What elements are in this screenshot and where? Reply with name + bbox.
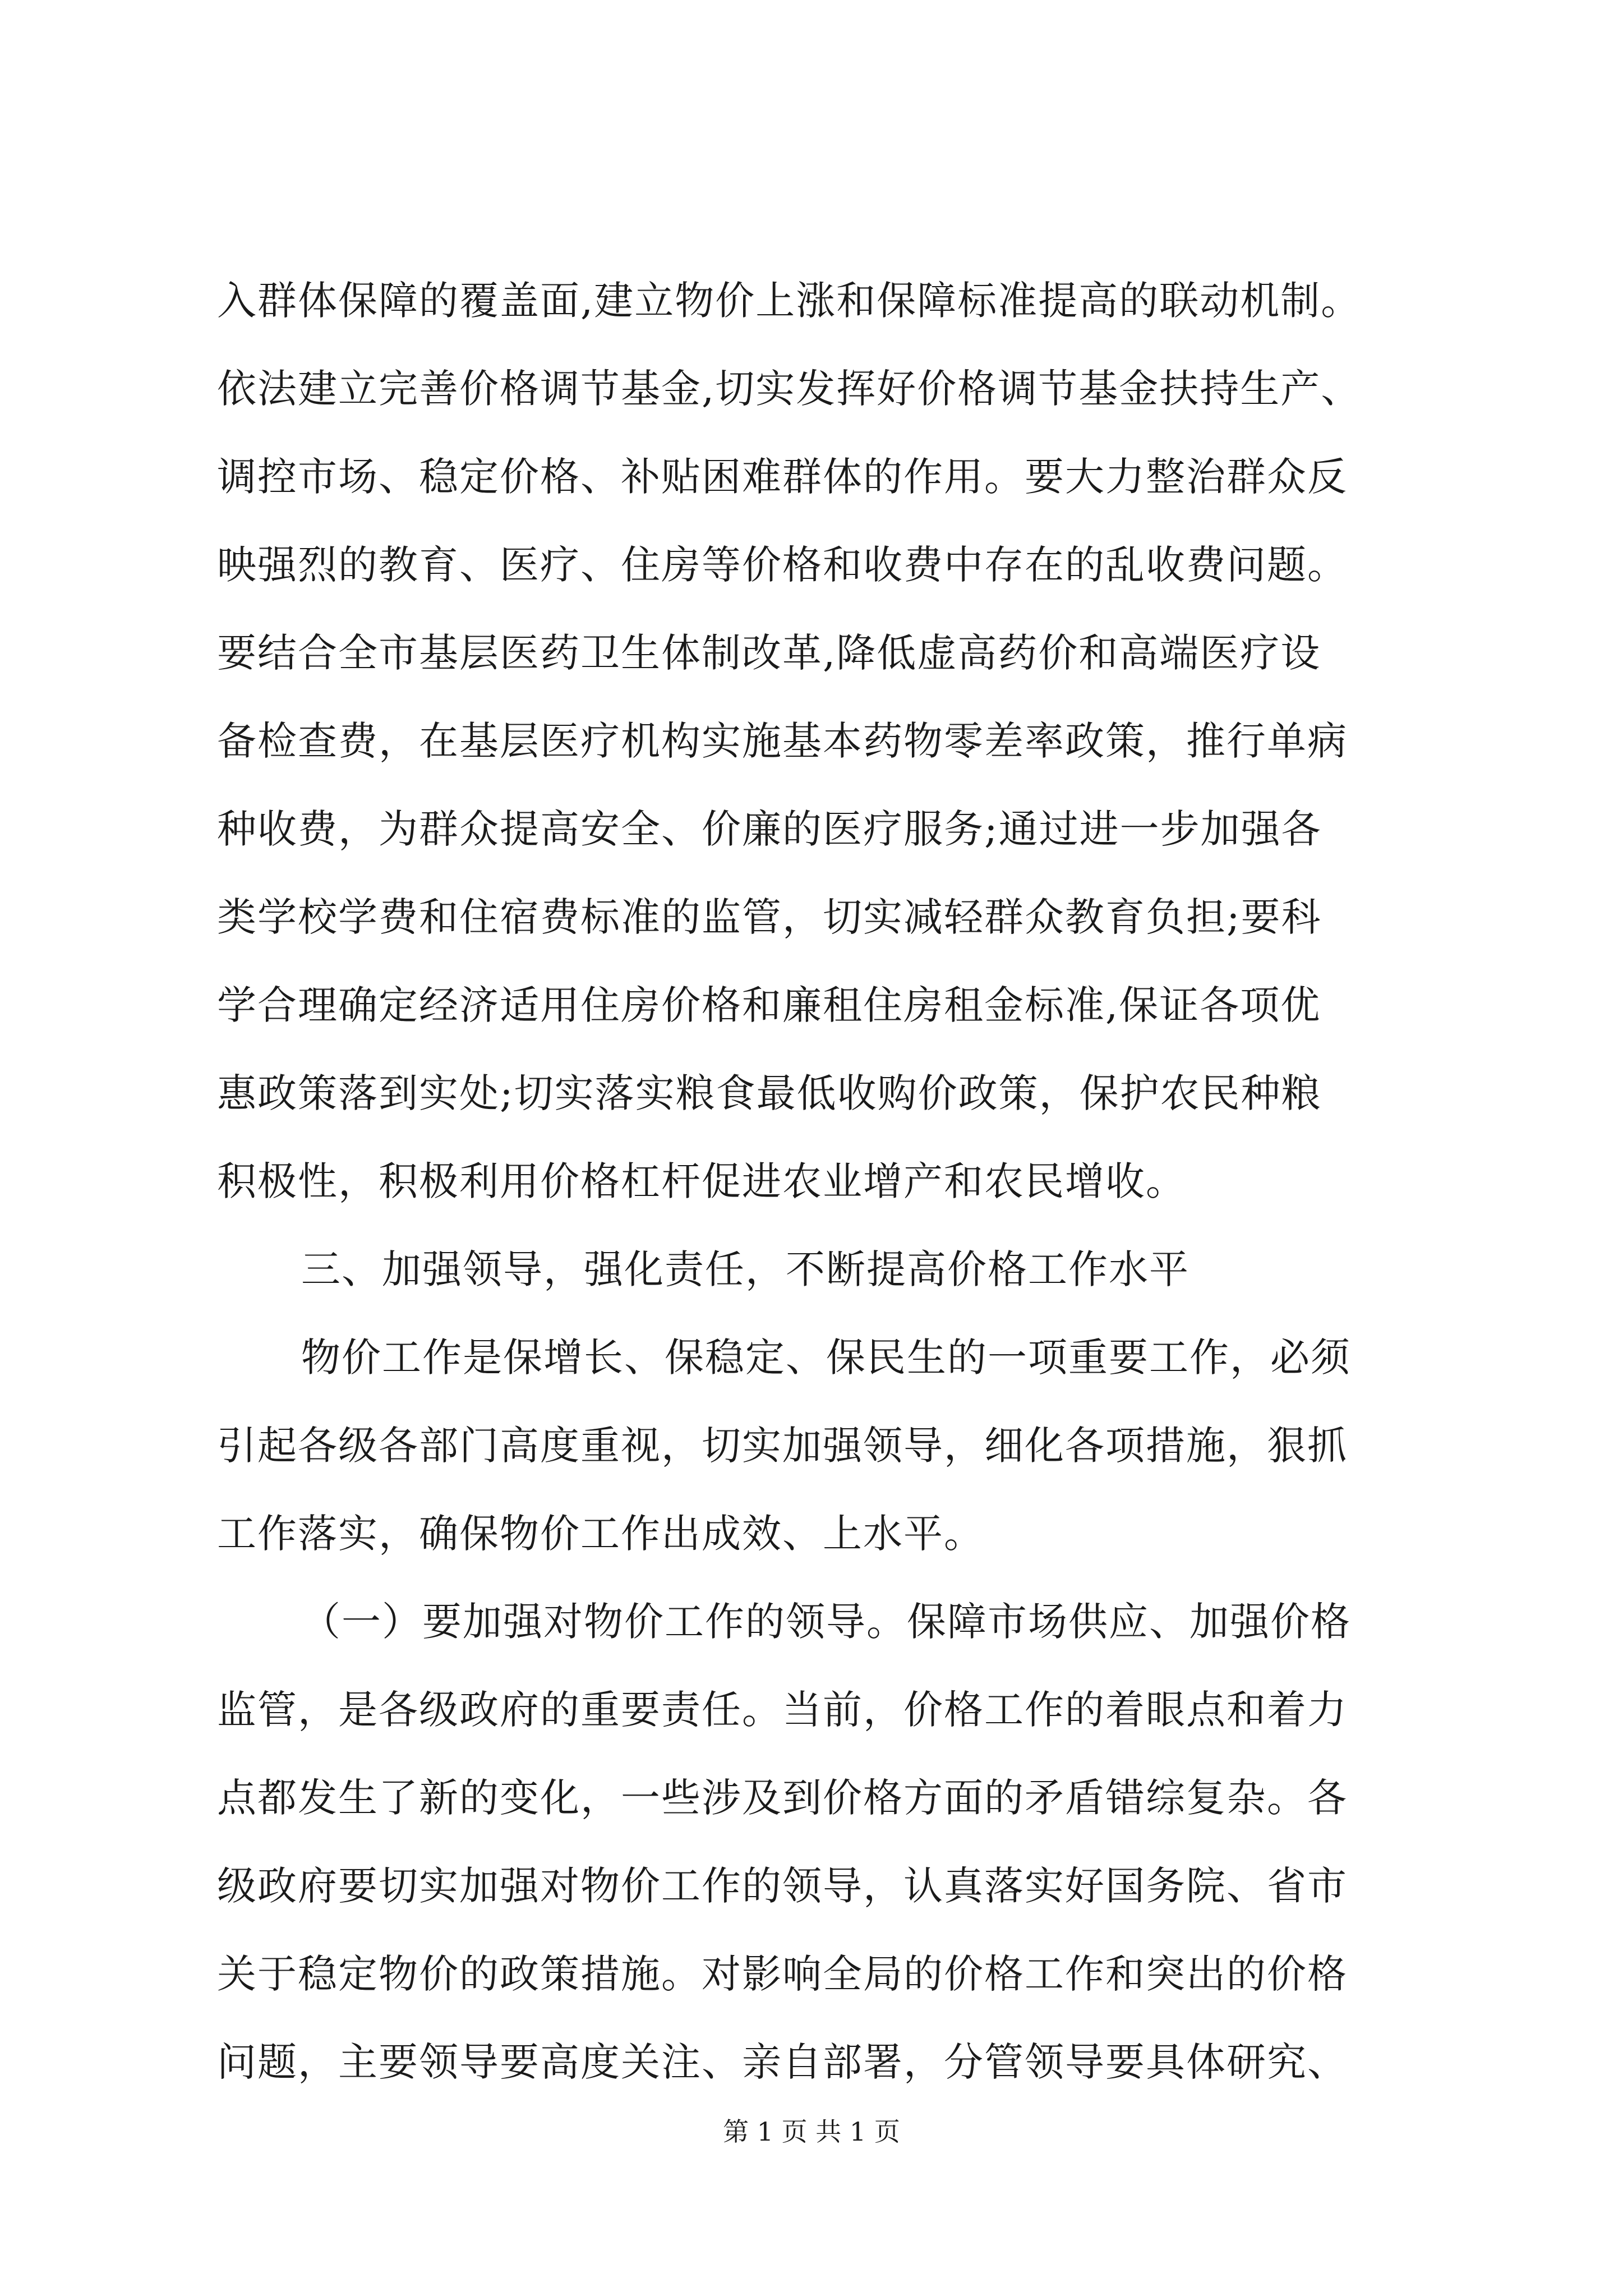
text-line: 入群体保障的覆盖面,建立物价上涨和保障标准提高的联动机制。 [217,278,1362,324]
text-line: 引起各级各部门高度重视，切实加强领导，细化各项措施，狠抓 [217,1423,1348,1469]
text-line: 点都发生了新的变化，一些涉及到价格方面的矛盾错综复杂。各 [217,1775,1348,1821]
text-line: 依法建立完善价格调节基金,切实发挥好价格调节基金扶持生产、 [217,366,1362,412]
text-line: 积极性，积极利用价格杠杆促进农业增产和农民增收。 [217,1158,1186,1204]
text-line: 种收费，为群众提高安全、价廉的医疗服务;通过进一步加强各 [217,806,1322,852]
text-line: 级政府要切实加强对物价工作的领导，认真落实好国务院、省市 [217,1863,1348,1909]
text-line: 问题，主要领导要高度关注、亲自部署，分管领导要具体研究、 [217,2039,1348,2085]
text-line: 要结合全市基层医药卫生体制改革,降低虚高药价和高端医疗设 [217,630,1321,676]
text-line: 映强烈的教育、医疗、住房等价格和收费中存在的乱收费问题。 [217,542,1348,588]
page-number-footer: 第 1 页 共 1 页 [723,2116,900,2147]
text-line: 类学校学费和住宿费标准的监管，切实减轻群众教育负担;要科 [217,894,1322,940]
text-line: 物价工作是保增长、保稳定、保民生的一项重要工作，必须 [301,1335,1351,1381]
text-line: 备检查费，在基层医疗机构实施基本药物零差率政策，推行单病 [217,718,1348,764]
section-heading: 三、加强领导，强化责任，不断提高价格工作水平 [301,1246,1189,1292]
text-line: 学合理确定经济适用住房价格和廉租住房租金标准,保证各项优 [217,982,1321,1028]
text-line: 监管，是各级政府的重要责任。当前，价格工作的着眼点和着力 [217,1687,1348,1733]
text-line: 惠政策落到实处;切实落实粮食最低收购价政策，保护农民种粮 [217,1070,1322,1116]
text-line: 关于稳定物价的政策措施。对影响全局的价格工作和突出的价格 [217,1951,1348,1997]
text-line: 工作落实，确保物价工作出成效、上水平。 [217,1511,984,1557]
subsection-heading-line: （一）要加强对物价工作的领导。保障市场供应、加强价格 [301,1599,1351,1645]
text-line: 调控市场、稳定价格、补贴困难群体的作用。要大力整治群众反 [217,454,1348,500]
